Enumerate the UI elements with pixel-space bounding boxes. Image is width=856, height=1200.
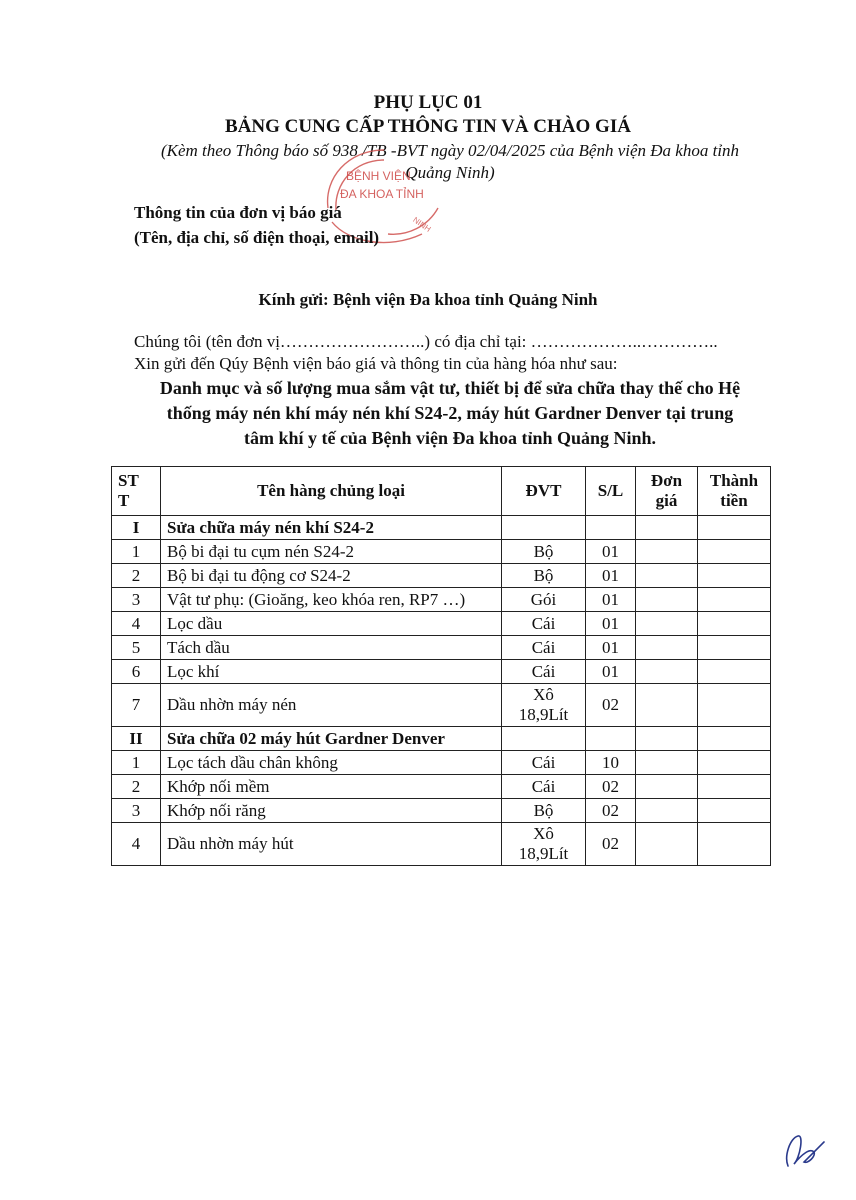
row-name: Khớp nối mềm xyxy=(161,775,502,799)
document-subtitle xyxy=(130,140,770,184)
row-name: Bộ bi đại tu cụm nén S24-2 xyxy=(161,540,502,564)
row-price xyxy=(636,564,698,588)
row-unit: Gói xyxy=(502,588,586,612)
row-name: Lọc dầu xyxy=(161,612,502,636)
row-unit-line-2: 18,9Lít xyxy=(518,844,569,863)
row-number: 3 xyxy=(112,588,161,612)
row-unit-line-1: Xô xyxy=(533,685,554,704)
group-title: Sửa chữa 02 máy hút Gardner Denver xyxy=(161,727,502,751)
table-row xyxy=(112,799,771,823)
row-price xyxy=(636,684,698,727)
row-total xyxy=(698,588,771,612)
row-name: Lọc tách dầu chân không xyxy=(161,751,502,775)
empty-cell xyxy=(698,727,771,751)
document-title: BẢNG CUNG CẤP THÔNG TIN VÀ CHÀO GIÁ xyxy=(225,116,631,137)
empty-cell xyxy=(636,516,698,540)
list-heading xyxy=(120,376,780,451)
header-stt-line-2: T xyxy=(118,491,130,510)
table-row xyxy=(112,636,771,660)
row-name: Lọc khí xyxy=(161,660,502,684)
row-qty: 01 xyxy=(586,588,636,612)
row-qty: 01 xyxy=(586,612,636,636)
row-name: Khớp nối răng xyxy=(161,799,502,823)
row-name: Dầu nhờn máy hút xyxy=(161,823,502,866)
row-qty: 02 xyxy=(586,799,636,823)
row-name: Dầu nhờn máy nén xyxy=(161,684,502,727)
unit-info-line-1: Thông tin của đơn vị báo giá xyxy=(134,203,342,222)
row-number: 2 xyxy=(112,775,161,799)
row-number: 5 xyxy=(112,636,161,660)
svg-text:NINH: NINH xyxy=(411,215,433,234)
row-qty: 10 xyxy=(586,751,636,775)
row-unit: Cái xyxy=(502,636,586,660)
row-number: 1 xyxy=(112,540,161,564)
table-row xyxy=(112,540,771,564)
group-number: I xyxy=(112,516,161,540)
header-total xyxy=(698,467,771,516)
table-row xyxy=(112,775,771,799)
row-unit: Cái xyxy=(502,660,586,684)
row-number: 6 xyxy=(112,660,161,684)
list-heading-line-3: tâm khí y tế của Bệnh viện Đa khoa tỉnh Quảng Ninh. xyxy=(243,428,657,448)
row-qty: 01 xyxy=(586,564,636,588)
row-unit-line-1: Xô xyxy=(533,824,554,843)
row-qty: 02 xyxy=(586,775,636,799)
row-total xyxy=(698,684,771,727)
row-total xyxy=(698,660,771,684)
row-price xyxy=(636,823,698,866)
row-unit xyxy=(502,684,586,727)
empty-cell xyxy=(502,727,586,751)
row-unit: Cái xyxy=(502,775,586,799)
table-header-row xyxy=(112,467,771,516)
signature-initials xyxy=(780,1128,828,1174)
header-name: Tên hàng chủng loại xyxy=(161,467,502,516)
row-unit-line-2: 18,9Lít xyxy=(518,705,569,724)
row-total xyxy=(698,612,771,636)
svg-text:BỆNH VIỆN: BỆNH VIỆN xyxy=(346,169,411,183)
row-total xyxy=(698,540,771,564)
header-qty: S/L xyxy=(586,467,636,516)
row-number: 1 xyxy=(112,751,161,775)
row-qty: 01 xyxy=(586,636,636,660)
header-price-line-1: Đơn xyxy=(650,471,683,490)
row-price xyxy=(636,660,698,684)
empty-cell xyxy=(636,727,698,751)
row-number: 4 xyxy=(112,612,161,636)
row-unit: Cái xyxy=(502,612,586,636)
row-qty: 01 xyxy=(586,540,636,564)
header-unit: ĐVT xyxy=(502,467,586,516)
table-row xyxy=(112,684,771,727)
table-row xyxy=(112,823,771,866)
row-name: Tách dầu xyxy=(161,636,502,660)
row-unit: Bộ xyxy=(502,564,586,588)
list-heading-line-2: thống máy nén khí máy nén khí S24-2, máy hút Gardner Denver tại trung xyxy=(166,403,734,423)
group-row xyxy=(112,516,771,540)
list-heading-line-1: Danh mục và số lượng mua sắm vật tư, thiết bị để sửa chữa thay thế cho Hệ xyxy=(159,378,741,398)
table-row xyxy=(112,660,771,684)
header-total-line-2: tiền xyxy=(720,491,748,510)
table-row xyxy=(112,751,771,775)
header-stt xyxy=(112,467,161,516)
row-total xyxy=(698,799,771,823)
row-price xyxy=(636,799,698,823)
row-price xyxy=(636,588,698,612)
row-qty: 02 xyxy=(586,823,636,866)
row-price xyxy=(636,636,698,660)
header-stt-line-1: ST xyxy=(118,471,139,490)
row-price xyxy=(636,775,698,799)
row-qty: 01 xyxy=(586,660,636,684)
row-number: 2 xyxy=(112,564,161,588)
empty-cell xyxy=(698,516,771,540)
row-unit: Bộ xyxy=(502,799,586,823)
empty-cell xyxy=(586,727,636,751)
row-name: Bộ bi đại tu động cơ S24-2 xyxy=(161,564,502,588)
row-total xyxy=(698,823,771,866)
unit-info-line-2: (Tên, địa chỉ, số điện thoại, email) xyxy=(134,228,380,247)
row-total xyxy=(698,775,771,799)
row-qty: 02 xyxy=(586,684,636,727)
row-price xyxy=(636,612,698,636)
svg-text:ĐA KHOA TỈNH: ĐA KHOA TỈNH xyxy=(340,187,424,201)
row-number: 4 xyxy=(112,823,161,866)
row-total xyxy=(698,636,771,660)
empty-cell xyxy=(502,516,586,540)
subtitle-line-1: (Kèm theo Thông báo số 938 /TB -BVT ngày 02/04/2025 của Bệnh viện Đa khoa tỉnh xyxy=(160,141,740,160)
appendix-title: PHỤ LỤC 01 xyxy=(373,92,483,113)
table-row xyxy=(112,588,771,612)
row-number: 3 xyxy=(112,799,161,823)
subtitle-line-2: Quảng Ninh) xyxy=(405,163,495,182)
group-number: II xyxy=(112,727,161,751)
row-unit: Bộ xyxy=(502,540,586,564)
row-name: Vật tư phụ: (Gioăng, keo khóa ren, RP7 …) xyxy=(161,588,502,612)
intro-line-1: Chúng tôi (tên đơn vị……………………..) có địa chỉ tại: ………………..………….. xyxy=(134,332,718,351)
group-title: Sửa chữa máy nén khí S24-2 xyxy=(161,516,502,540)
header-total-line-1: Thành xyxy=(709,471,759,490)
items-table xyxy=(111,466,771,866)
empty-cell xyxy=(586,516,636,540)
table-row xyxy=(112,564,771,588)
table-row xyxy=(112,612,771,636)
intro-line-2: Xin gửi đến Qúy Bệnh viện báo giá và thông tin của hàng hóa như sau: xyxy=(134,354,618,373)
row-total xyxy=(698,751,771,775)
row-price xyxy=(636,540,698,564)
row-unit xyxy=(502,823,586,866)
row-price xyxy=(636,751,698,775)
row-unit: Cái xyxy=(502,751,586,775)
group-row xyxy=(112,727,771,751)
header-price-line-2: giá xyxy=(655,491,678,510)
recipient-line: Kính gửi: Bệnh viện Đa khoa tỉnh Quảng Ninh xyxy=(258,290,598,309)
header-price xyxy=(636,467,698,516)
row-total xyxy=(698,564,771,588)
row-number: 7 xyxy=(112,684,161,727)
